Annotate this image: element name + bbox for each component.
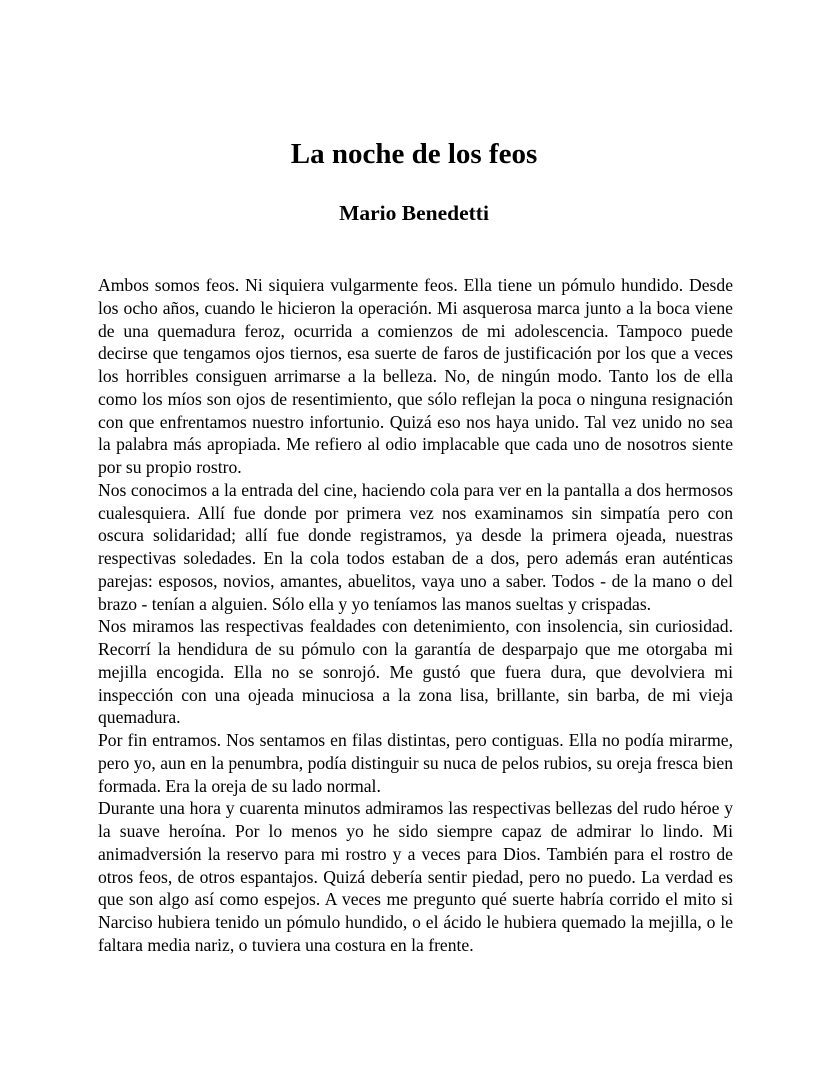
document-author: Mario Benedetti [339,201,489,225]
paragraph-2: Nos conocimos a la entrada del cine, haciendo cola para ver en la pantalla a dos hermosos cualesquiera. Allí fue donde por primera vez nos examinamos sin simpatía pero con oscura solidaridad; allí fue donde registramos, ya desde la primera ojeada, nuestras respectivas soledades. En la cola todos estaban de a dos, pero además eran auténticas parejas: esposos, novios, amantes, abuelitos, vaya uno a saber. Todos - de la mano o del brazo - tenían a alguien. Sólo ella y yo teníamos las manos sueltas y crispadas. [98,479,733,614]
document-body [98,274,733,957]
paragraph-1: Ambos somos feos. Ni siquiera vulgarmente feos. Ella tiene un pómulo hundido. Desde los ocho años, cuando le hicieron la operación. Mi asquerosa marca junto a la boca viene de una quemadura feroz, ocurrida a comienzos de mi adolescencia. Tampoco puede decirse que tengamos ojos tiernos, esa suerte de faros de justificación por los que a veces los horribles consiguen arrimarse a la belleza. No, de ningún modo. Tanto los de ella como los míos son ojos de resentimiento, que sólo reflejan la poca o ninguna resignación con que enfrentamos nuestro infortunio. Quizá eso nos haya unido. Tal vez unido no sea la palabra más apropiada. Me refiero al odio implacable que cada uno de nosotros siente por su propio rostro. [98,275,733,477]
paragraph-3: Nos miramos las respectivas fealdades con detenimiento, con insolencia, sin curiosidad. Recorrí la hendidura de su pómulo con la garantía de desparpajo que me otorgaba mi mejilla encogida. Ella no se sonrojó. Me gustó que fuera dura, que devolviera mi inspección con una ojeada minuciosa a la zona lisa, brillante, sin barba, de mi vieja quemadura. [98,616,733,728]
paragraph-4: Por fin entramos. Nos sentamos en filas distintas, pero contiguas. Ella no podía mirarme, pero yo, aun en la penumbra, podía distinguir su nuca de pelos rubios, su oreja fresca bien formada. Era la oreja de su lado normal. [98,730,733,796]
document-title: La noche de los feos [290,138,538,170]
paragraph-5: Durante una hora y cuarenta minutos admiramos las respectivas bellezas del rudo héroe y la suave heroína. Por lo menos yo he sido siempre capaz de admirar lo lindo. Mi animadversión la reservo para mi rostro y a veces para Dios. También para el rostro de otros feos, de otros espantajos. Quizá debería sentir piedad, pero no puedo. La verdad es que son algo así como espejos. A veces me pregunto qué suerte habría corrido el mito si Narciso hubiera tenido un pómulo hundido, o el ácido le hubiera quemado la mejilla, o le faltara media nariz, o tuviera una costura en la frente. [98,798,733,955]
